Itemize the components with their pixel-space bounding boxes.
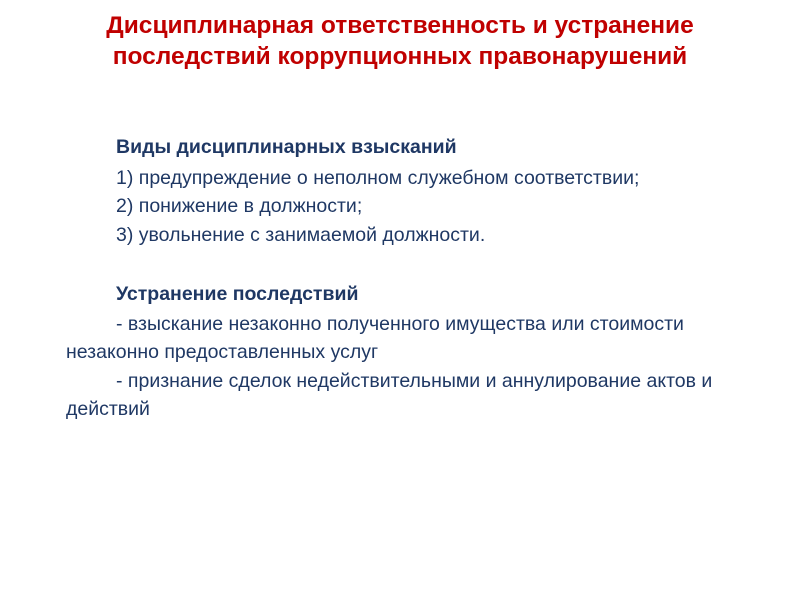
slide-body <box>66 134 726 424</box>
section-1-item-3: 3) увольнение с занимаемой должности. <box>116 224 486 247</box>
section-heading-2: Устранение последствий <box>116 282 359 305</box>
section-spacer <box>66 251 726 281</box>
section-2-item-1: - взыскание незаконно полученного имущества или стоимости незаконно предоставленных услуг <box>66 313 684 364</box>
section-2-item-2: - признание сделок недействительными и аннулирование актов и действий <box>66 369 713 420</box>
section-heading-1: Виды дисциплинарных взысканий <box>116 136 457 158</box>
section-1-item-1: 1) предупреждение о неполном служебном соответствии; <box>116 166 640 189</box>
section-1-item-2: 2) понижение в должности; <box>116 195 363 218</box>
page-title: Дисциплинарная ответственность и устранение последствий коррупционных правонарушений <box>106 12 694 71</box>
